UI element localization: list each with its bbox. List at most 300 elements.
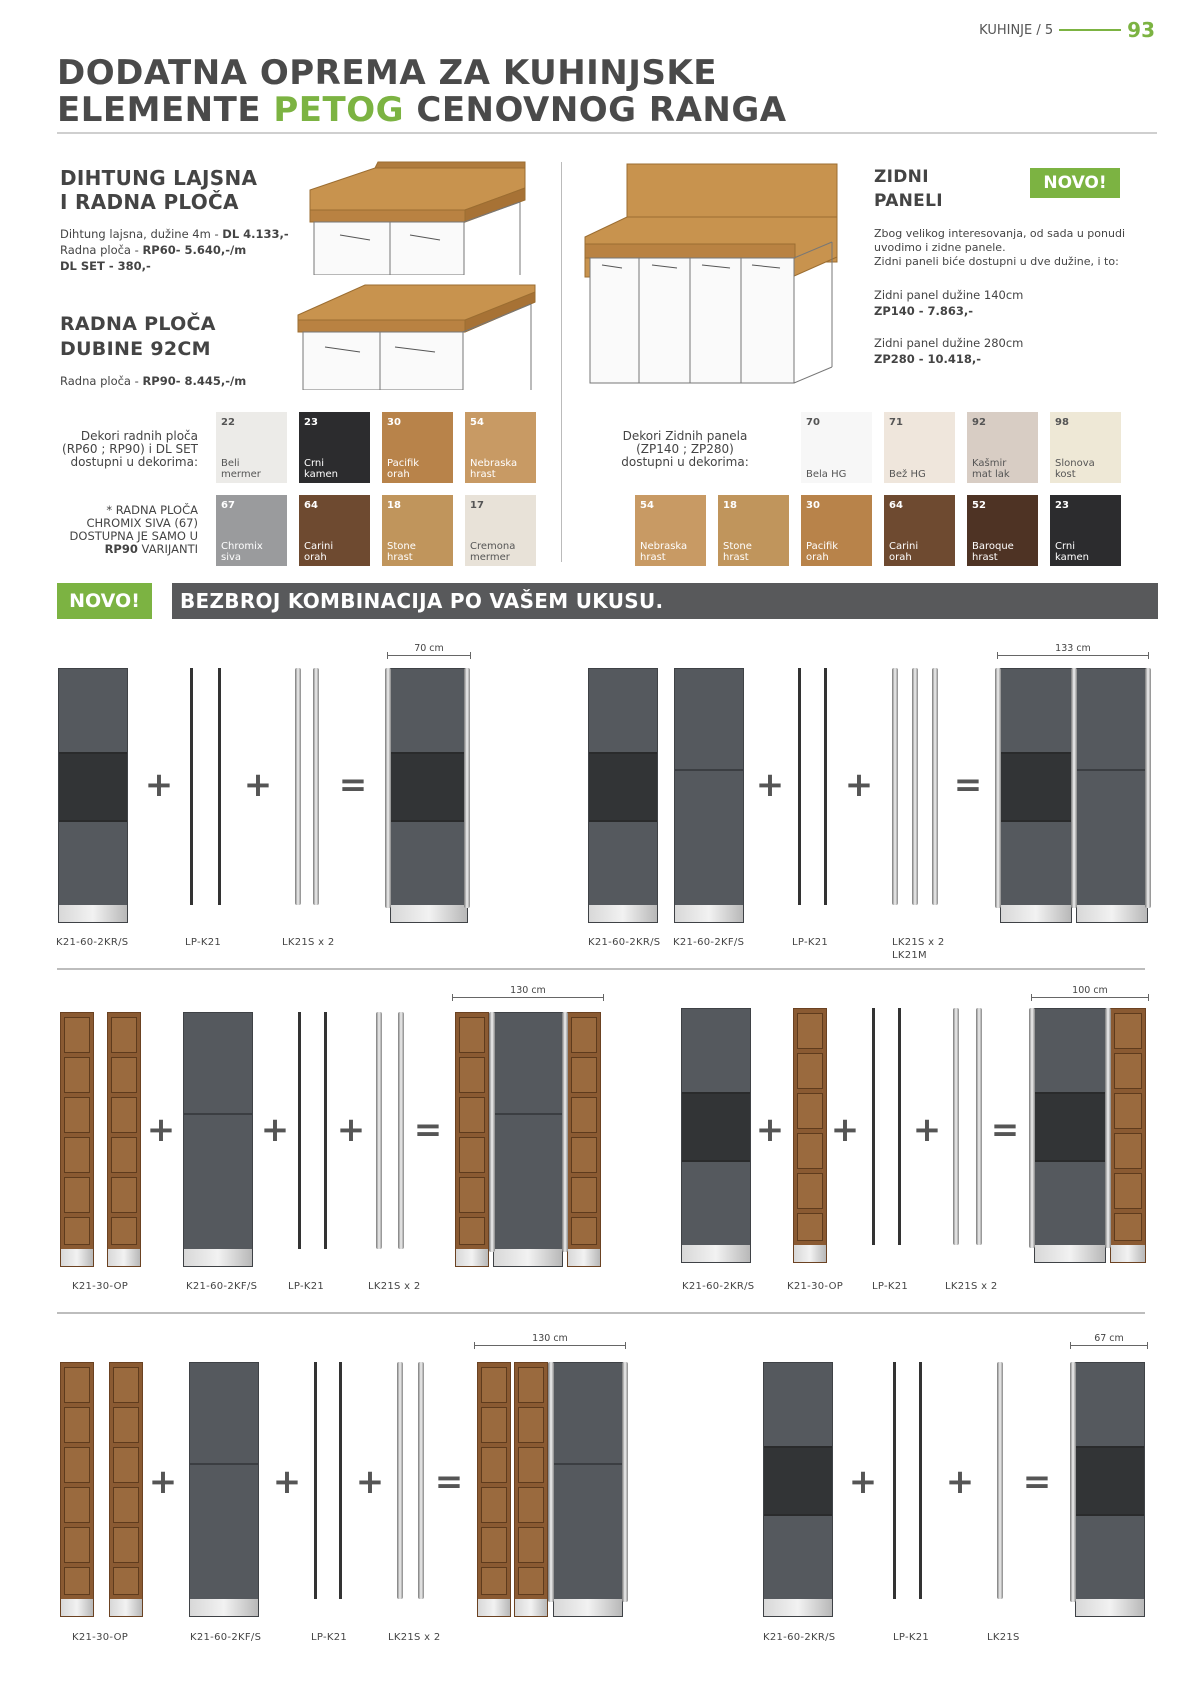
cabinet-k21-30-op xyxy=(793,1008,827,1263)
zidni-heading-1: ZIDNI xyxy=(874,167,929,187)
page-title xyxy=(57,55,787,129)
plinth xyxy=(1111,1245,1145,1262)
shelf xyxy=(1114,1053,1142,1089)
dihtung-heading xyxy=(60,166,257,214)
note-line: CHROMIX SIVA (67) xyxy=(86,516,198,530)
price-value: DL 4.133,- xyxy=(222,227,289,241)
combo-result-6 xyxy=(1075,1362,1145,1617)
swatch-code: 52 xyxy=(972,500,986,511)
appliance-niche xyxy=(391,752,467,822)
radna-heading-2: DUBINE 92CM xyxy=(60,338,211,360)
cabinet-k21-60-2kf xyxy=(183,1012,253,1267)
decor-swatch xyxy=(382,412,453,483)
shelf xyxy=(1114,1093,1142,1129)
plus-sign: + xyxy=(148,1462,178,1502)
shelf xyxy=(113,1367,139,1403)
decor-swatch xyxy=(801,412,872,483)
zidni-panel-140 xyxy=(874,287,1023,319)
plus-sign: + xyxy=(336,1110,366,1150)
decor-swatch xyxy=(299,412,370,483)
swatch-code: 23 xyxy=(304,417,318,428)
plinth xyxy=(456,1249,488,1266)
decor-swatch xyxy=(299,495,370,566)
swatch-code: 30 xyxy=(806,500,820,511)
wall-panel-illustration xyxy=(582,162,842,387)
rail-lk21s xyxy=(995,668,1001,908)
plus-sign: + xyxy=(260,1110,290,1150)
part-label: K21-30-OP xyxy=(72,1632,129,1643)
dimension-label: 130 cm xyxy=(452,986,604,998)
decor-label-line: dostupni u dekorima: xyxy=(621,455,749,469)
combo-result-2-right xyxy=(1076,668,1148,923)
side-panel-lp xyxy=(218,668,221,905)
shelf xyxy=(481,1367,507,1403)
note-rest: VARIJANTI xyxy=(137,542,198,556)
side-panel-lp xyxy=(324,1012,327,1249)
appliance-niche xyxy=(682,1092,750,1162)
plinth xyxy=(110,1599,142,1616)
swatch-name: Carini orah xyxy=(304,541,334,563)
swatch-code: 54 xyxy=(640,500,654,511)
shelf xyxy=(64,1177,90,1213)
decor-swatch xyxy=(465,412,536,483)
title-line-1: DODATNA OPREMA ZA KUHINJSKE xyxy=(57,53,717,93)
swatch-code: 70 xyxy=(806,417,820,428)
rail-lk21s xyxy=(1145,668,1151,908)
swatch-name: Nebraska hrast xyxy=(470,458,518,480)
decor-swatch xyxy=(801,495,872,566)
part-label: K21-60-2KF/S xyxy=(186,1281,258,1292)
swatch-code: 30 xyxy=(387,417,401,428)
shelf xyxy=(571,1137,597,1173)
equals-sign: = xyxy=(434,1462,464,1502)
plinth xyxy=(1076,1599,1144,1616)
dihtung-heading-1: DIHTUNG LAJSNA xyxy=(60,166,258,190)
swatch-name: Cremona mermer xyxy=(470,541,516,563)
shelf xyxy=(797,1013,823,1049)
part-label: LK21S x 2 xyxy=(282,937,335,948)
section-label: KUHINJE / 5 xyxy=(979,22,1054,38)
note-bold: RP90 xyxy=(104,542,138,556)
shelf xyxy=(481,1567,507,1595)
part-label: LK21S xyxy=(987,1632,1020,1643)
shelf xyxy=(518,1567,544,1595)
swatch-name: Stone hrast xyxy=(387,541,416,563)
swatch-name: Crni kamen xyxy=(1055,541,1089,563)
shelf xyxy=(571,1017,597,1053)
row-separator xyxy=(57,1312,1145,1314)
part-label: LK21M xyxy=(892,950,927,961)
part-label: K21-60-2KF/S xyxy=(190,1632,262,1643)
part-label: LP-K21 xyxy=(311,1632,348,1643)
combo-result-3-middle xyxy=(493,1012,563,1267)
shelf xyxy=(64,1097,90,1133)
plinth xyxy=(494,1249,562,1266)
plinth xyxy=(675,905,743,922)
shelf xyxy=(64,1447,90,1483)
shelf xyxy=(481,1407,507,1443)
shelf xyxy=(64,1487,90,1523)
door-split xyxy=(675,769,743,771)
shelf xyxy=(518,1407,544,1443)
shelf xyxy=(1114,1213,1142,1241)
plus-sign: + xyxy=(912,1110,942,1150)
decor-swatch xyxy=(884,495,955,566)
decor-swatch xyxy=(884,412,955,483)
plus-sign: + xyxy=(144,765,174,805)
rail-lk21s xyxy=(418,1362,424,1599)
rail-lk21m xyxy=(912,668,918,905)
plus-sign: + xyxy=(272,1462,302,1502)
swatch-name: Baroque hrast xyxy=(972,541,1014,563)
shelf xyxy=(64,1017,90,1053)
rail-lk21s xyxy=(932,668,938,905)
swatch-name: Kašmir mat lak xyxy=(972,458,1010,480)
swatch-name: Carini orah xyxy=(889,541,919,563)
cabinet-k21-30-op xyxy=(107,1012,141,1267)
equals-sign: = xyxy=(990,1110,1020,1150)
door-split xyxy=(1077,769,1147,771)
side-panel-lp xyxy=(824,668,827,905)
shelf xyxy=(797,1133,823,1169)
side-panel-lp xyxy=(190,668,193,905)
shelf xyxy=(481,1487,507,1523)
shelf xyxy=(64,1527,90,1563)
part-label: K21-60-2KR/S xyxy=(588,937,661,948)
swatch-name: Pacifik orah xyxy=(806,541,839,563)
dihtung-price-line xyxy=(60,258,300,274)
shelf xyxy=(571,1177,597,1213)
rail-lk21s xyxy=(1029,1008,1035,1248)
novo-badge: NOVO! xyxy=(1030,168,1120,198)
side-panel-lp xyxy=(919,1362,922,1599)
decor-swatch xyxy=(216,412,287,483)
plinth xyxy=(59,905,127,922)
plinth xyxy=(1035,1245,1105,1262)
plinth xyxy=(61,1599,93,1616)
rail-lk21s xyxy=(976,1008,982,1245)
combo-banner: BEZBROJ KOMBINACIJA PO VAŠEM UKUSU. xyxy=(172,583,1158,619)
shelf xyxy=(459,1017,485,1053)
decor-swatch xyxy=(382,495,453,566)
part-label: LP-K21 xyxy=(792,937,829,948)
cabinet-k21-30-op xyxy=(60,1362,94,1617)
combo-result-3-right xyxy=(567,1012,601,1267)
shelf xyxy=(113,1407,139,1443)
dimension-label: 100 cm xyxy=(1031,986,1149,998)
appliance-niche xyxy=(59,752,127,822)
shelf xyxy=(481,1447,507,1483)
swatch-name: Bež HG xyxy=(889,469,926,480)
radna-price xyxy=(60,373,246,389)
plinth xyxy=(764,1599,832,1616)
plinth xyxy=(554,1599,622,1616)
dimension-label: 130 cm xyxy=(474,1334,626,1346)
zidni-intro xyxy=(874,227,1164,269)
panel-text: Zidni panel dužine 280cm xyxy=(874,336,1024,350)
swatch-name: Nebraska hrast xyxy=(640,541,688,563)
plus-sign: + xyxy=(848,1462,878,1502)
part-label: LP-K21 xyxy=(893,1632,930,1643)
title-highlight: PETOG xyxy=(273,90,405,130)
price-value: RP60- 5.640,-/m xyxy=(142,243,247,257)
cabinet-k21-30-op xyxy=(109,1362,143,1617)
shelf xyxy=(481,1527,507,1563)
panel-text: Zidni panel dužine 140cm xyxy=(874,288,1024,302)
plus-sign: + xyxy=(755,765,785,805)
shelf xyxy=(571,1217,597,1245)
shelf xyxy=(64,1057,90,1093)
shelf xyxy=(797,1053,823,1089)
rail-lk21s xyxy=(562,1012,568,1252)
shelf xyxy=(518,1447,544,1483)
page-number: 93 xyxy=(1127,18,1155,42)
part-label: LP-K21 xyxy=(872,1281,909,1292)
swatch-code: 64 xyxy=(889,500,903,511)
door-split xyxy=(554,1463,622,1465)
rail-lk21s xyxy=(1070,1362,1076,1602)
shelf xyxy=(111,1217,137,1245)
shelf xyxy=(111,1057,137,1093)
shelf xyxy=(64,1407,90,1443)
decor-label-line: Dekori radnih ploča xyxy=(80,429,198,443)
price-value: DL SET - 380,- xyxy=(60,259,151,273)
cabinet-k21-60-2kr xyxy=(58,668,128,923)
swatch-name: Slonova kost xyxy=(1055,458,1095,480)
rail-lk21s xyxy=(313,668,319,905)
cabinet-k21-60-2kr xyxy=(763,1362,833,1617)
plus-sign: + xyxy=(355,1462,385,1502)
price-text: Dihtung lajsna, dužine 4m - xyxy=(60,227,223,241)
shelf xyxy=(518,1527,544,1563)
panel-price: ZP140 - 7.863,- xyxy=(874,304,974,318)
price-text: Radna ploča - xyxy=(60,374,143,388)
plus-sign: + xyxy=(755,1110,785,1150)
plinth xyxy=(589,905,657,922)
door-split xyxy=(494,1113,562,1115)
side-panel-lp xyxy=(893,1362,896,1599)
equals-sign: = xyxy=(1022,1462,1052,1502)
plinth xyxy=(1001,905,1071,922)
swatch-code: 22 xyxy=(221,417,235,428)
plinth xyxy=(1077,905,1147,922)
part-label: K21-60-2KF/S xyxy=(673,937,745,948)
shelf xyxy=(111,1017,137,1053)
swatch-name: Chromix siva xyxy=(221,541,263,563)
plus-sign: + xyxy=(844,765,874,805)
cabinet-k21-60-2kf xyxy=(674,668,744,923)
swatch-code: 23 xyxy=(1055,500,1069,511)
plinth xyxy=(515,1599,547,1616)
swatch-name: Crni kamen xyxy=(304,458,338,480)
plus-sign: + xyxy=(243,765,273,805)
decor-label-line: Dekori Zidnih panela xyxy=(622,429,748,443)
price-text: Radna ploča - xyxy=(60,243,143,257)
part-label: K21-30-OP xyxy=(72,1281,129,1292)
plus-sign: + xyxy=(830,1110,860,1150)
swatch-code: 67 xyxy=(221,500,235,511)
header-line xyxy=(1059,29,1121,31)
decor-swatch xyxy=(1050,495,1121,566)
decor-label-line: (ZP140 ; ZP280) xyxy=(636,442,734,456)
shelf xyxy=(1114,1013,1142,1049)
part-label: LK21S x 2 xyxy=(945,1281,998,1292)
rail-lk21s xyxy=(1105,1008,1111,1248)
deep-worktop-drawing xyxy=(295,280,540,390)
section-divider xyxy=(561,162,562,562)
shelf xyxy=(459,1177,485,1213)
combo-result-5-left2 xyxy=(514,1362,548,1617)
appliance-niche xyxy=(1035,1092,1105,1162)
dihtung-price-line xyxy=(60,242,300,258)
rail-lk21s xyxy=(295,668,301,905)
plinth xyxy=(190,1599,258,1616)
combo-result-2-left xyxy=(1000,668,1072,923)
shelf xyxy=(64,1367,90,1403)
door-split xyxy=(190,1463,258,1465)
rail-lk21s xyxy=(489,1012,495,1252)
shelf xyxy=(113,1487,139,1523)
combo-result-3-left xyxy=(455,1012,489,1267)
shelf xyxy=(1114,1173,1142,1209)
rail-lk21s xyxy=(376,1012,382,1249)
shelf xyxy=(571,1097,597,1133)
wall-panel-drawing xyxy=(582,162,842,387)
swatch-code: 71 xyxy=(889,417,903,428)
equals-sign: = xyxy=(953,765,983,805)
decor-swatch xyxy=(1050,412,1121,483)
shelf xyxy=(64,1217,90,1245)
zidni-heading xyxy=(874,165,943,213)
shelf xyxy=(797,1213,823,1241)
zidni-intro-line: Zbog velikog interesovanja, od sada u ponudi xyxy=(874,227,1125,240)
appliance-niche xyxy=(764,1446,832,1516)
swatch-code: 18 xyxy=(723,500,737,511)
shelf xyxy=(113,1527,139,1563)
dihtung-price-line xyxy=(60,226,300,242)
part-label: LK21S x 2 xyxy=(892,937,945,948)
cabinet-k21-60-2kr xyxy=(588,668,658,923)
part-label: K21-60-2KR/S xyxy=(56,937,129,948)
rail-lk21s xyxy=(548,1362,554,1602)
dimension-label: 133 cm xyxy=(997,644,1149,656)
decor-label-line: (RP60 ; RP90) i DL SET xyxy=(62,442,198,456)
part-label: LP-K21 xyxy=(288,1281,325,1292)
shelf xyxy=(113,1447,139,1483)
rail-lk21m xyxy=(1071,668,1077,908)
appliance-niche xyxy=(589,752,657,822)
side-panel-lp xyxy=(298,1012,301,1249)
swatch-code: 17 xyxy=(470,500,484,511)
plinth xyxy=(568,1249,600,1266)
plinth xyxy=(61,1249,93,1266)
dihtung-heading-2: I RADNA PLOČA xyxy=(60,190,239,214)
deep-worktop-illustration xyxy=(295,280,540,390)
zidni-intro-line: Zidni paneli biće dostupni u dve dužine, i to: xyxy=(874,255,1119,268)
note-line xyxy=(40,543,198,556)
note-line: * RADNA PLOČA xyxy=(106,503,198,517)
door-split xyxy=(184,1113,252,1115)
decor-swatch xyxy=(967,412,1038,483)
combo-result-4-right xyxy=(1110,1008,1146,1263)
rail-lk21s xyxy=(397,1362,403,1599)
cabinet-k21-60-2kr xyxy=(681,1008,751,1263)
worktop-upstand-illustration xyxy=(300,160,540,275)
decor-swatch xyxy=(718,495,789,566)
swatch-code: 18 xyxy=(387,500,401,511)
combo-result-5-right xyxy=(553,1362,623,1617)
part-label: K21-30-OP xyxy=(787,1281,844,1292)
side-panel-lp xyxy=(898,1008,901,1245)
radna-heading xyxy=(60,312,216,362)
rail-lk21s xyxy=(997,1362,1003,1599)
zidni-heading-2: PANELI xyxy=(874,191,943,211)
title-divider xyxy=(57,132,1157,134)
decor-swatch xyxy=(216,495,287,566)
chromix-note xyxy=(40,504,198,556)
zidni-panel-280 xyxy=(874,335,1023,367)
combo-result-1 xyxy=(390,668,468,923)
rail-lk21s xyxy=(385,668,391,908)
plinth xyxy=(682,1245,750,1262)
decor-swatch xyxy=(635,495,706,566)
equals-sign: = xyxy=(338,765,368,805)
swatch-code: 54 xyxy=(470,417,484,428)
radna-heading-1: RADNA PLOČA xyxy=(60,313,216,335)
rail-lk21s xyxy=(622,1362,628,1602)
part-label: K21-60-2KR/S xyxy=(682,1281,755,1292)
shelf xyxy=(113,1567,139,1595)
title-line-2 xyxy=(57,92,787,129)
appliance-niche xyxy=(1001,752,1071,822)
page-header xyxy=(979,18,1155,42)
shelf xyxy=(64,1137,90,1173)
plinth xyxy=(794,1245,826,1262)
shelf xyxy=(459,1217,485,1245)
part-label: LK21S x 2 xyxy=(368,1281,421,1292)
swatch-name: Pacifik orah xyxy=(387,458,420,480)
side-panel-lp xyxy=(872,1008,875,1245)
swatch-name: Stone hrast xyxy=(723,541,752,563)
shelf xyxy=(571,1057,597,1093)
panel-price: ZP280 - 10.418,- xyxy=(874,352,982,366)
shelf xyxy=(459,1097,485,1133)
shelf xyxy=(111,1137,137,1173)
swatch-code: 92 xyxy=(972,417,986,428)
combo-result-5-left xyxy=(477,1362,511,1617)
decor-swatch xyxy=(967,495,1038,566)
plus-sign: + xyxy=(146,1110,176,1150)
shelf xyxy=(797,1173,823,1209)
decor-swatch xyxy=(465,495,536,566)
price-value: RP90- 8.445,-/m xyxy=(142,374,247,388)
swatch-code: 64 xyxy=(304,500,318,511)
shelf xyxy=(518,1487,544,1523)
shelf xyxy=(797,1093,823,1129)
dimension-label: 67 cm xyxy=(1070,1334,1148,1346)
shelf xyxy=(64,1567,90,1595)
decor-worktop-label xyxy=(40,430,198,469)
decor-label-line: dostupni u dekorima: xyxy=(70,455,198,469)
plinth xyxy=(478,1599,510,1616)
dihtung-prices xyxy=(60,226,300,274)
plinth xyxy=(184,1249,252,1266)
side-panel-lp xyxy=(798,668,801,905)
appliance-niche xyxy=(1076,1446,1144,1516)
plinth xyxy=(391,905,467,922)
swatch-name: Bela HG xyxy=(806,469,847,480)
cabinet-k21-30-op xyxy=(60,1012,94,1267)
